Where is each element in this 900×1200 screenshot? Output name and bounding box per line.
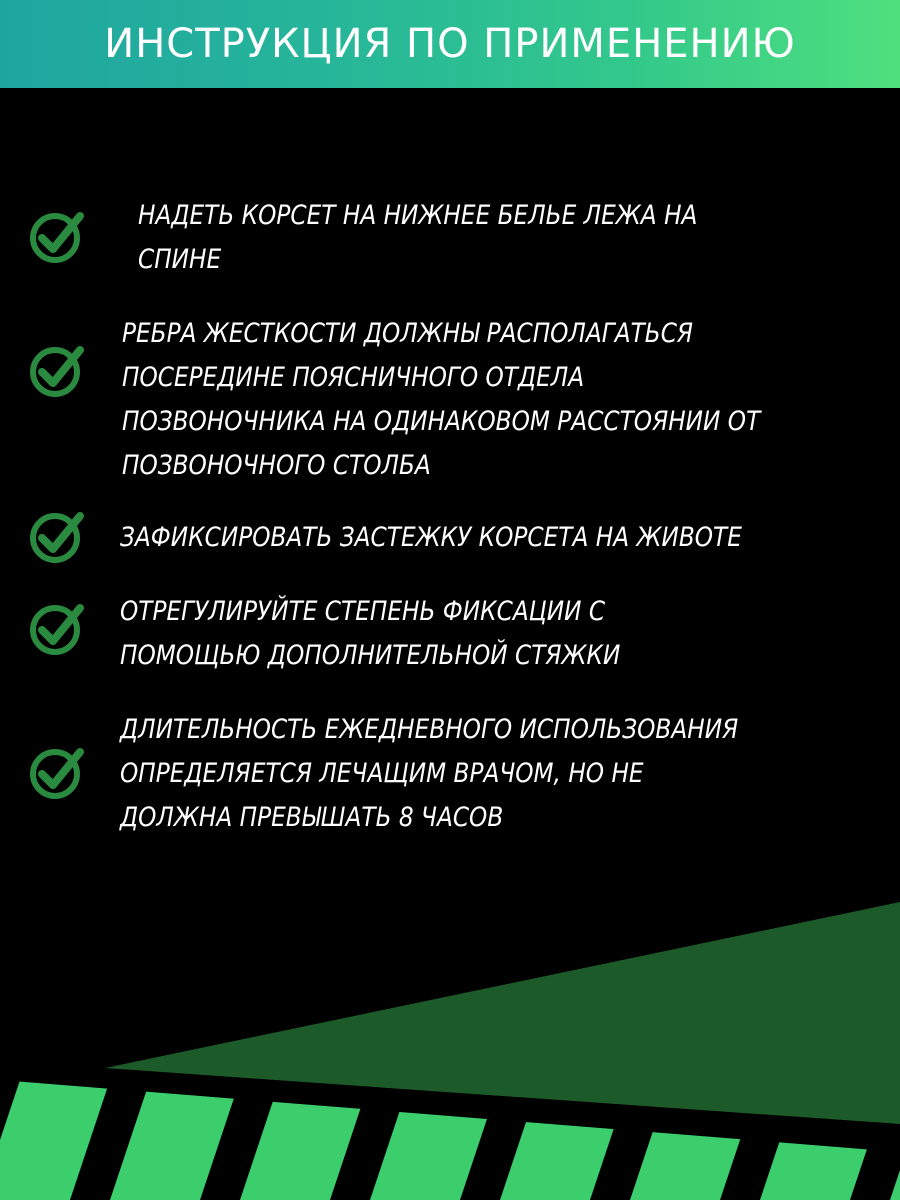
instruction-line: ПОМОЩЬЮ ДОПОЛНИТЕЛЬНОЙ СТЯЖКИ xyxy=(120,640,621,671)
instruction-line: ДЛИТЕЛЬНОСТЬ ЕЖЕДНЕВНОГО ИСПОЛЬЗОВАНИЯ xyxy=(120,714,739,745)
instruction-line: ПОЗВОНОЧНИКА НА ОДИНАКОВОМ РАССТОЯНИИ ОТ xyxy=(122,406,761,437)
instruction-line: НАДЕТЬ КОРСЕТ НА НИЖНЕЕ БЕЛЬЕ ЛЕЖА НА xyxy=(138,200,698,231)
instruction-line: ОПРЕДЕЛЯЕТСЯ ЛЕЧАЩИМ ВРАЧОМ, НО НЕ xyxy=(120,758,644,789)
instruction-line: ПОСЕРЕДИНЕ ПОЯСНИЧНОГО ОТДЕЛА xyxy=(122,362,585,393)
instruction-line: ДОЛЖНА ПРЕВЫШАТЬ 8 ЧАСОВ xyxy=(120,802,504,833)
dark-green-wedge xyxy=(105,902,900,1124)
instruction-line: РЕБРА ЖЕСТКОСТИ ДОЛЖНЫ РАСПОЛАГАТЬСЯ xyxy=(122,318,694,349)
instruction-line: ЗАФИКСИРОВАТЬ ЗАСТЕЖКУ КОРСЕТА НА ЖИВОТЕ xyxy=(120,522,742,553)
page-title: ИНСТРУКЦИЯ ПО ПРИМЕНЕНИЮ xyxy=(104,21,796,67)
instruction-line: ПОЗВОНОЧНОГО СТОЛБА xyxy=(122,450,431,481)
instruction-line: ОТРЕГУЛИРУЙТЕ СТЕПЕНЬ ФИКСАЦИИ С xyxy=(120,596,606,627)
instruction-line: СПИНЕ xyxy=(138,244,222,275)
